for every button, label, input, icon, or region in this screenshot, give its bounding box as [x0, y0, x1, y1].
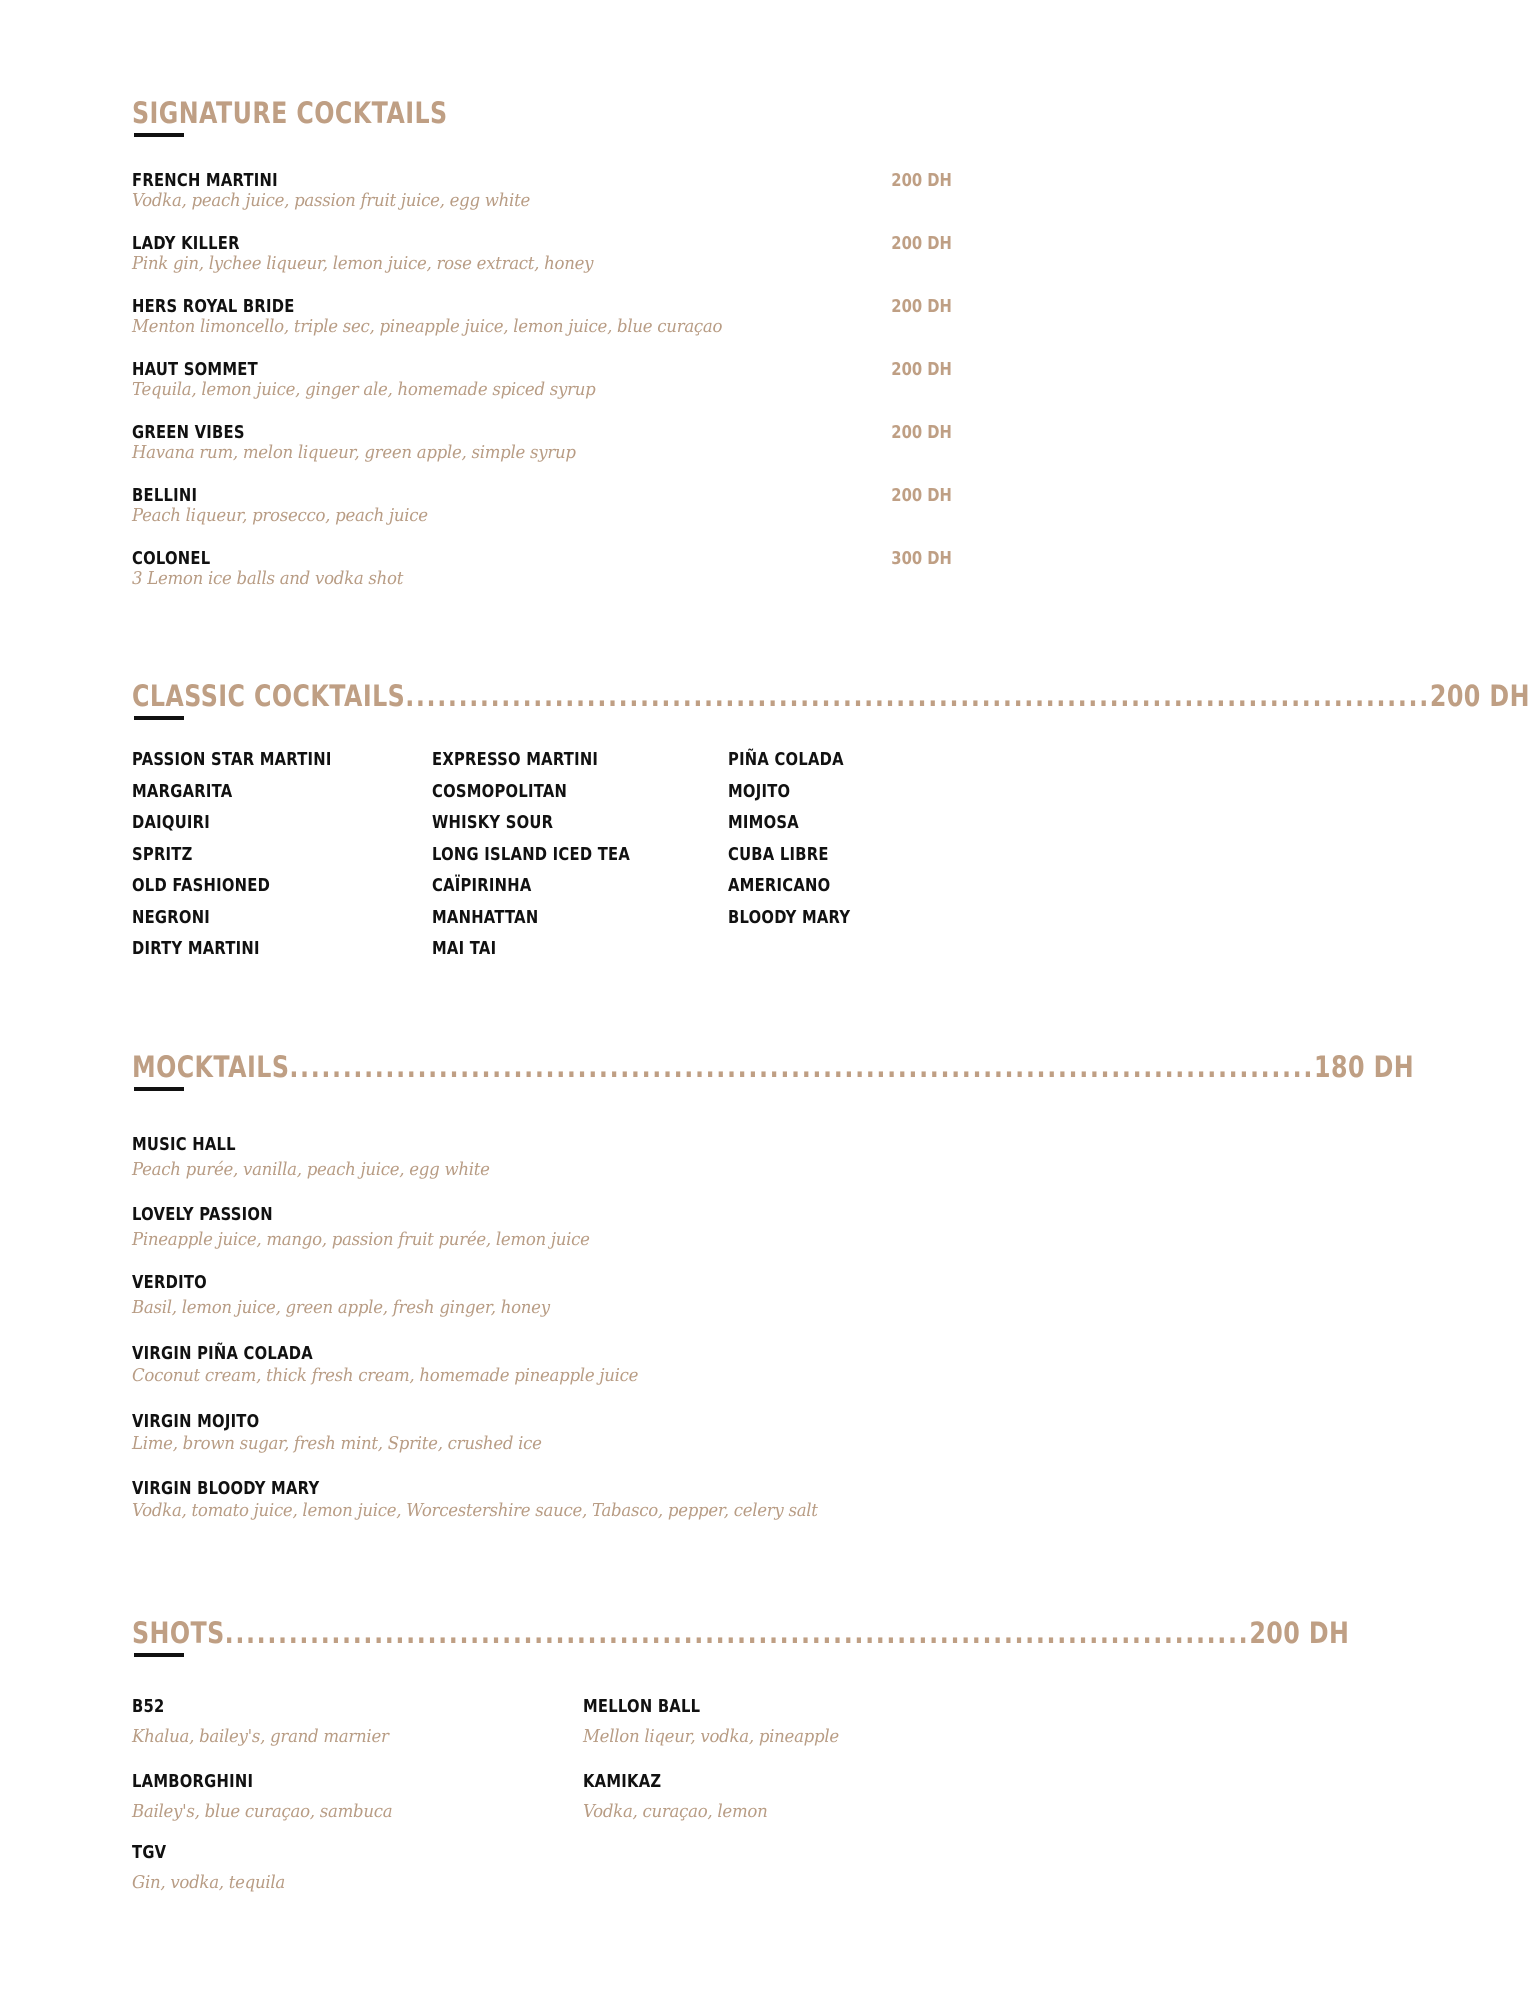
- mocktail-name: MUSIC HALL: [132, 1134, 236, 1155]
- dot-leader: ................................................................................................: [289, 1050, 1315, 1084]
- classic-cocktail-name: MIMOSA: [728, 812, 799, 833]
- mocktail-description: Basil, lemon juice, green apple, fresh ginger, honey: [132, 1297, 550, 1318]
- classic-cocktail-name: BLOODY MARY: [728, 906, 851, 928]
- classic-cocktail-name: CUBA LIBRE: [728, 843, 829, 865]
- classic-cocktail-name: WHISKY SOUR: [432, 812, 554, 833]
- classic-cocktail-name: DIRTY MARTINI: [132, 938, 260, 959]
- section-underline: [134, 133, 184, 137]
- mocktail-name: VERDITO: [132, 1272, 207, 1293]
- cocktail-name: FRENCH MARTINI: [132, 170, 278, 191]
- classic-cocktail-name: NEGRONI: [132, 906, 211, 928]
- cocktail-price: 200 DH: [891, 233, 952, 254]
- classic-cocktail-name: MOJITO: [728, 780, 791, 802]
- shot-name: LAMBORGHINI: [132, 1771, 254, 1792]
- shot-description: Bailey's, blue curaçao, sambuca: [132, 1801, 393, 1822]
- shot-description: Khalua, bailey's, grand marnier: [132, 1726, 389, 1747]
- classic-cocktail-name: MANHATTAN: [432, 906, 539, 928]
- dot-leader: ................................................................................................: [224, 1616, 1250, 1650]
- shot-name: MELLON BALL: [583, 1696, 701, 1717]
- mocktail-name: LOVELY PASSION: [132, 1204, 273, 1225]
- shot-name: KAMIKAZ: [583, 1771, 662, 1792]
- cocktail-name: HAUT SOMMET: [132, 359, 258, 380]
- shots-title: [132, 1616, 1350, 1650]
- classic-cocktail-name: COSMOPOLITAN: [432, 780, 568, 802]
- mocktail-name: VIRGIN MOJITO: [132, 1411, 260, 1432]
- classic-cocktail-name: MAI TAI: [432, 938, 497, 959]
- cocktail-description: Havana rum, melon liqueur, green apple, simple syrup: [132, 442, 576, 463]
- cocktail-price: 200 DH: [891, 422, 952, 443]
- shot-description: Gin, vodka, tequila: [132, 1872, 286, 1893]
- classic-cocktail-name: PASSION STAR MARTINI: [132, 749, 332, 770]
- shot-name: TGV: [132, 1842, 167, 1863]
- classic-cocktail-name: LONG ISLAND ICED TEA: [432, 843, 631, 865]
- mocktail-name: VIRGIN BLOODY MARY: [132, 1478, 320, 1499]
- classic-cocktail-name: MARGARITA: [132, 780, 233, 802]
- section-price: 180 DH: [1314, 1050, 1415, 1084]
- cocktail-price: 200 DH: [891, 359, 952, 380]
- classic-cocktail-name: OLD FASHIONED: [132, 875, 271, 896]
- classic-cocktail-name: AMERICANO: [728, 875, 831, 896]
- cocktail-description: Tequila, lemon juice, ginger ale, homemade spiced syrup: [132, 379, 596, 400]
- signature-cocktails-title: [132, 96, 804, 130]
- section-title-text: CLASSIC COCKTAILS: [132, 679, 406, 713]
- shot-name: B52: [132, 1696, 165, 1717]
- mocktails-title: [132, 1050, 1415, 1084]
- cocktail-description: Vodka, peach juice, passion fruit juice, egg white: [132, 190, 530, 211]
- mocktail-description: Pineapple juice, mango, passion fruit purée, lemon juice: [132, 1229, 590, 1250]
- section-underline: [134, 716, 184, 720]
- mocktail-description: Lime, brown sugar, fresh mint, Sprite, crushed ice: [132, 1433, 542, 1454]
- mocktail-description: Coconut cream, thick fresh cream, homemade pineapple juice: [132, 1365, 639, 1386]
- cocktail-name: COLONEL: [132, 548, 211, 569]
- section-price: 200 DH: [1249, 1616, 1350, 1650]
- classic-cocktail-name: SPRITZ: [132, 843, 193, 865]
- cocktail-price: 200 DH: [891, 296, 952, 317]
- cocktail-description: 3 Lemon ice balls and vodka shot: [132, 568, 404, 589]
- shot-description: Mellon liqeur, vodka, pineapple: [583, 1726, 839, 1747]
- cocktail-price: 200 DH: [891, 170, 952, 191]
- cocktail-description: Pink gin, lychee liqueur, lemon juice, rose extract, honey: [132, 253, 594, 274]
- section-title-text: MOCKTAILS: [132, 1050, 290, 1084]
- mocktail-description: Vodka, tomato juice, lemon juice, Worcestershire sauce, Tabasco, pepper, celery salt: [132, 1500, 818, 1521]
- classic-cocktails-title: [132, 679, 1530, 713]
- cocktail-description: Menton limoncello, triple sec, pineapple juice, lemon juice, blue curaçao: [132, 316, 723, 337]
- classic-cocktail-name: CAÏPIRINHA: [432, 875, 532, 896]
- cocktail-description: Peach liqueur, prosecco, peach juice: [132, 505, 428, 526]
- cocktail-price: 200 DH: [891, 485, 952, 506]
- classic-cocktail-name: EXPRESSO MARTINI: [432, 749, 599, 770]
- section-title-text: SHOTS: [132, 1616, 225, 1650]
- cocktail-name: GREEN VIBES: [132, 422, 245, 443]
- section-underline: [134, 1653, 184, 1657]
- cocktail-name: LADY KILLER: [132, 233, 240, 254]
- cocktail-price: 300 DH: [891, 548, 952, 569]
- cocktail-name: HERS ROYAL BRIDE: [132, 296, 295, 317]
- section-underline: [134, 1087, 184, 1091]
- dot-leader: ................................................................................................: [405, 679, 1430, 713]
- shot-description: Vodka, curaçao, lemon: [583, 1801, 768, 1822]
- mocktail-description: Peach purée, vanilla, peach juice, egg white: [132, 1159, 490, 1180]
- classic-cocktail-name: PIÑA COLADA: [728, 749, 844, 770]
- classic-cocktail-name: DAIQUIRI: [132, 812, 211, 833]
- mocktail-name: VIRGIN PIÑA COLADA: [132, 1343, 313, 1364]
- section-title-text: SIGNATURE COCKTAILS: [132, 96, 448, 130]
- section-price: 200 DH: [1429, 679, 1530, 713]
- cocktail-name: BELLINI: [132, 485, 198, 506]
